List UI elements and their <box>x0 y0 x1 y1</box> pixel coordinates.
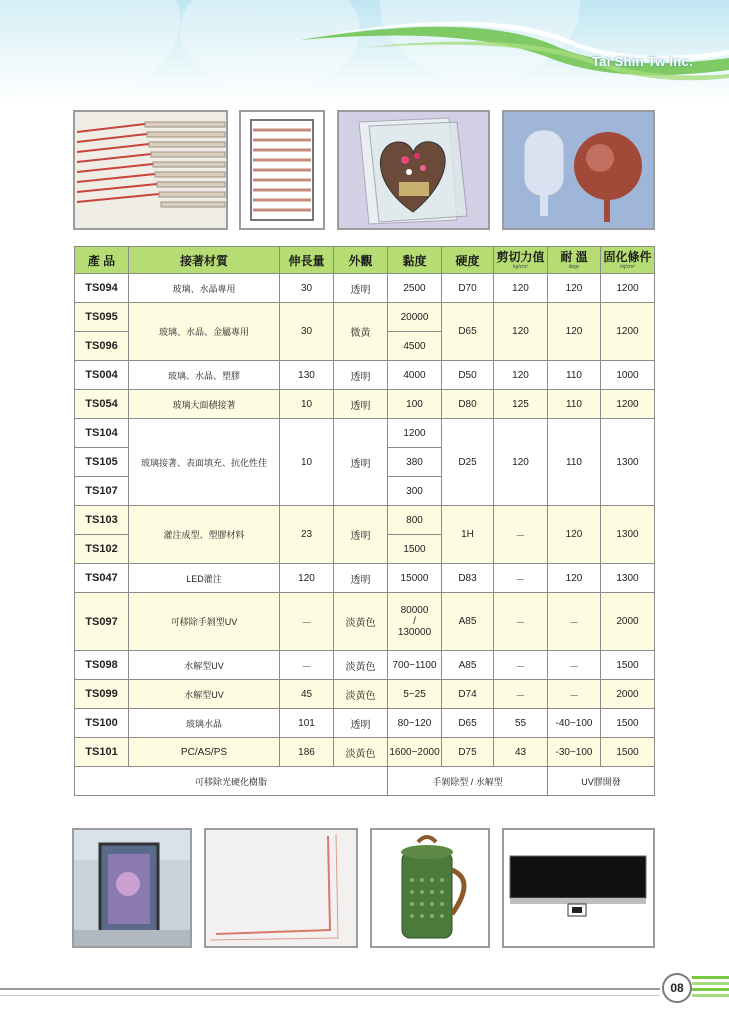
product-code: TS099 <box>75 680 129 709</box>
footer-mid: 手剝除型 / 水解型 <box>388 767 548 796</box>
table-row <box>75 651 655 680</box>
viscosity-cell: 1500 <box>388 535 442 564</box>
col-hardness: 硬度 <box>442 247 494 274</box>
heat-cell: 120 <box>548 303 601 361</box>
table-header-row <box>75 247 655 274</box>
col-shear-unit: kg/cm² <box>513 263 528 270</box>
heat-cell: 110 <box>548 361 601 390</box>
footer-left: 可移除光硬化樹脂 <box>75 767 388 796</box>
viscosity-value-a: 80000 <box>400 605 429 616</box>
shear-cell: － <box>494 506 548 564</box>
table-row <box>75 361 655 390</box>
heat-cell: 120 <box>548 564 601 593</box>
viscosity-cell: 800 <box>388 506 442 535</box>
table-row <box>75 709 655 738</box>
col-cure-unit: mj/cm² <box>620 263 635 270</box>
product-code: TS004 <box>75 361 129 390</box>
cure-cell: 1300 <box>601 419 655 506</box>
glass-panel-edge-photo <box>204 828 358 948</box>
elongation-cell: 120 <box>280 564 334 593</box>
shear-cell: － <box>494 680 548 709</box>
viscosity-cell <box>388 593 442 651</box>
cure-cell: 1000 <box>601 361 655 390</box>
appearance-cell: 透明 <box>334 274 388 303</box>
billboard-display-photo <box>72 828 192 948</box>
product-code: TS098 <box>75 651 129 680</box>
hardness-cell: D80 <box>442 390 494 419</box>
hardness-cell: D74 <box>442 680 494 709</box>
elongation-cell: 101 <box>280 709 334 738</box>
cure-cell: 1500 <box>601 709 655 738</box>
table-row <box>75 593 655 651</box>
shear-cell: 55 <box>494 709 548 738</box>
elongation-cell: 10 <box>280 390 334 419</box>
heat-cell: － <box>548 680 601 709</box>
appearance-cell: 淡黃色 <box>334 680 388 709</box>
heat-cell: -40~100 <box>548 709 601 738</box>
material-cell: 玻璃、水晶、金屬專用 <box>129 303 280 361</box>
viscosity-cell: 4000 <box>388 361 442 390</box>
col-heat-unit: degc <box>568 263 580 270</box>
cure-cell: 1500 <box>601 651 655 680</box>
shear-cell: 120 <box>494 419 548 506</box>
appearance-cell: 淡黃色 <box>334 738 388 767</box>
col-elongation: 伸長量 <box>280 247 334 274</box>
table-row <box>75 564 655 593</box>
footer-line-thin <box>0 995 660 996</box>
material-cell: 玻璃接著、表面填充、抗化性佳 <box>129 419 280 506</box>
col-cure <box>601 247 655 274</box>
elongation-cell: － <box>280 651 334 680</box>
appearance-cell: 透明 <box>334 564 388 593</box>
product-code: TS097 <box>75 593 129 651</box>
heat-cell: 110 <box>548 419 601 506</box>
col-viscosity: 黏度 <box>388 247 442 274</box>
product-spec-table <box>74 246 655 796</box>
product-code: TS094 <box>75 274 129 303</box>
viscosity-cell: 15000 <box>388 564 442 593</box>
hardness-cell: A85 <box>442 651 494 680</box>
hardness-cell: D65 <box>442 303 494 361</box>
lcd-module-photo <box>502 828 655 948</box>
product-code: TS100 <box>75 709 129 738</box>
col-appearance: 外觀 <box>334 247 388 274</box>
product-code: TS105 <box>75 448 129 477</box>
col-cure-label: 固化條件 <box>603 249 652 264</box>
appearance-cell: 透明 <box>334 390 388 419</box>
table-footer-row <box>75 767 655 796</box>
col-material: 接著材質 <box>129 247 280 274</box>
jade-cup-photo <box>370 828 490 948</box>
cure-cell: 1500 <box>601 738 655 767</box>
cure-cell: 1300 <box>601 506 655 564</box>
heat-cell: 120 <box>548 274 601 303</box>
viscosity-cell: 1600~2000 <box>388 738 442 767</box>
elongation-cell: 45 <box>280 680 334 709</box>
hardness-cell: D75 <box>442 738 494 767</box>
material-cell: 水解型UV <box>129 651 280 680</box>
viscosity-cell: 80~120 <box>388 709 442 738</box>
footer-right: UV膠開發 <box>548 767 655 796</box>
viscosity-separator: / <box>413 616 416 627</box>
appearance-cell: 微黃 <box>334 303 388 361</box>
appearance-cell: 透明 <box>334 506 388 564</box>
material-cell: 玻璃水晶 <box>129 709 280 738</box>
material-cell: 灌注成型、塑膠材料 <box>129 506 280 564</box>
shear-cell: － <box>494 651 548 680</box>
product-code: TS047 <box>75 564 129 593</box>
hardness-cell: A85 <box>442 593 494 651</box>
col-product: 產 品 <box>75 247 129 274</box>
appearance-cell: 淡黃色 <box>334 593 388 651</box>
material-cell: PC/AS/PS <box>129 738 280 767</box>
col-shear-label: 剪切力值 <box>496 249 545 264</box>
page-number: 08 <box>662 973 692 1003</box>
crystal-objects-photo <box>502 110 655 230</box>
table-row <box>75 390 655 419</box>
heat-cell: 110 <box>548 390 601 419</box>
product-code: TS107 <box>75 477 129 506</box>
col-shear <box>494 247 548 274</box>
product-code: TS096 <box>75 332 129 361</box>
header-swoosh <box>0 0 729 100</box>
viscosity-cell: 4500 <box>388 332 442 361</box>
col-heat-label: 耐 溫 <box>560 249 588 264</box>
shear-cell: 125 <box>494 390 548 419</box>
elongation-cell: － <box>280 593 334 651</box>
appearance-cell: 透明 <box>334 361 388 390</box>
table-row <box>75 680 655 709</box>
table-row <box>75 419 655 448</box>
hardness-cell: D70 <box>442 274 494 303</box>
product-code: TS101 <box>75 738 129 767</box>
elongation-cell: 186 <box>280 738 334 767</box>
footer-stripes <box>692 972 729 1002</box>
shear-cell: － <box>494 593 548 651</box>
header-banner <box>0 0 729 100</box>
elongation-cell: 130 <box>280 361 334 390</box>
hardness-cell: D50 <box>442 361 494 390</box>
elongation-cell: 30 <box>280 274 334 303</box>
hardness-cell: D25 <box>442 419 494 506</box>
table-row <box>75 274 655 303</box>
table-row <box>75 738 655 767</box>
appearance-cell: 淡黃色 <box>334 651 388 680</box>
hardness-cell: D65 <box>442 709 494 738</box>
material-cell: 玻璃大面積接著 <box>129 390 280 419</box>
material-cell: LED灌注 <box>129 564 280 593</box>
appearance-cell: 透明 <box>334 709 388 738</box>
viscosity-cell: 1200 <box>388 419 442 448</box>
cure-cell: 2000 <box>601 593 655 651</box>
material-cell: 可移除手剝型UV <box>129 593 280 651</box>
cure-cell: 1200 <box>601 303 655 361</box>
viscosity-cell: 2500 <box>388 274 442 303</box>
viscosity-cell: 20000 <box>388 303 442 332</box>
shear-cell: － <box>494 564 548 593</box>
table-row <box>75 303 655 332</box>
led-rack-photo <box>239 110 325 230</box>
glass-heart-flower-photo <box>337 110 490 230</box>
appearance-cell: 透明 <box>334 419 388 506</box>
elongation-cell: 23 <box>280 506 334 564</box>
product-code: TS103 <box>75 506 129 535</box>
elongation-cell: 10 <box>280 419 334 506</box>
material-cell: 水解型UV <box>129 680 280 709</box>
viscosity-cell: 100 <box>388 390 442 419</box>
viscosity-cell: 300 <box>388 477 442 506</box>
heat-cell: 120 <box>548 506 601 564</box>
material-cell: 玻璃、水晶、塑膠 <box>129 361 280 390</box>
product-code: TS095 <box>75 303 129 332</box>
cure-cell: 2000 <box>601 680 655 709</box>
cure-cell: 1200 <box>601 274 655 303</box>
shear-cell: 120 <box>494 274 548 303</box>
heat-cell: － <box>548 593 601 651</box>
shear-cell: 43 <box>494 738 548 767</box>
heat-cell: － <box>548 651 601 680</box>
material-cell: 玻璃、水晶專用 <box>129 274 280 303</box>
product-code: TS102 <box>75 535 129 564</box>
heat-cell: -30~100 <box>548 738 601 767</box>
shear-cell: 120 <box>494 361 548 390</box>
col-heat <box>548 247 601 274</box>
viscosity-cell: 5~25 <box>388 680 442 709</box>
viscosity-cell: 380 <box>388 448 442 477</box>
elongation-cell: 30 <box>280 303 334 361</box>
hardness-cell: 1H <box>442 506 494 564</box>
shear-cell: 120 <box>494 303 548 361</box>
product-code: TS054 <box>75 390 129 419</box>
cure-cell: 1200 <box>601 390 655 419</box>
brand-name: Tai Shin Tw Inc. <box>591 54 693 69</box>
table-row <box>75 506 655 535</box>
viscosity-value-b: 130000 <box>397 627 432 638</box>
footer-line <box>0 988 660 990</box>
hardness-cell: D83 <box>442 564 494 593</box>
viscosity-cell: 700~1100 <box>388 651 442 680</box>
led-strip-wires-photo <box>73 110 228 230</box>
product-code: TS104 <box>75 419 129 448</box>
cure-cell: 1300 <box>601 564 655 593</box>
